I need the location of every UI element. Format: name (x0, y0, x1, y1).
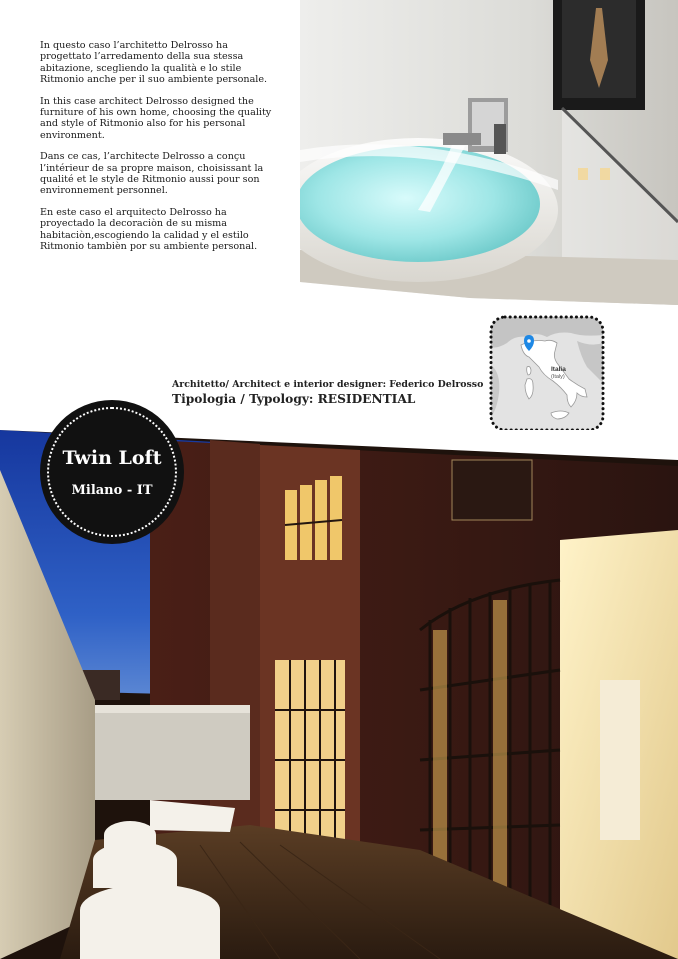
map-country-label: Italia (551, 366, 566, 373)
project-name: Twin Loft (62, 447, 162, 469)
intro-paragraph-es: En este caso el arquitecto Delrosso ha proyectado la decoraciòn de su misma habitaciòn,escogiendo la calidad y el estilo Ritmonio tambièn por su ambiente personal. (40, 206, 258, 253)
project-badge (40, 400, 184, 544)
intro-paragraph-en: In this case architect Delrosso designed the furniture of his own home, choosing the quality and style of Ritmonio also for his personal environment. (40, 95, 272, 141)
typology-label: Tipologia / Typology: RESIDENTIAL (172, 392, 416, 406)
architect-credit: Architetto/ Architect e interior designer: Federico Delrosso (172, 379, 484, 390)
badge-dotted-ring (47, 407, 177, 537)
intro-paragraph-it: In questo caso l’architetto Delrosso ha progettato l’arredamento della sua stessa abitazione, scegliendo la qualità e lo stile Ritmonio anche per il suo ambiente personale. (40, 40, 268, 86)
map-country-label-en: (Italy) (551, 374, 565, 380)
bathroom-photo (300, 0, 678, 305)
intro-paragraph-fr: Dans ce cas, l’architecte Delrosso a conçu l’intérieur de sa propre maison, choisissant la qualité et le style de Ritmonio aussi pour son environnement personnel. (40, 151, 264, 197)
italy-map (487, 313, 607, 434)
project-credits (172, 379, 492, 406)
project-location: Milano - IT (71, 483, 153, 498)
intro-text (40, 40, 278, 263)
